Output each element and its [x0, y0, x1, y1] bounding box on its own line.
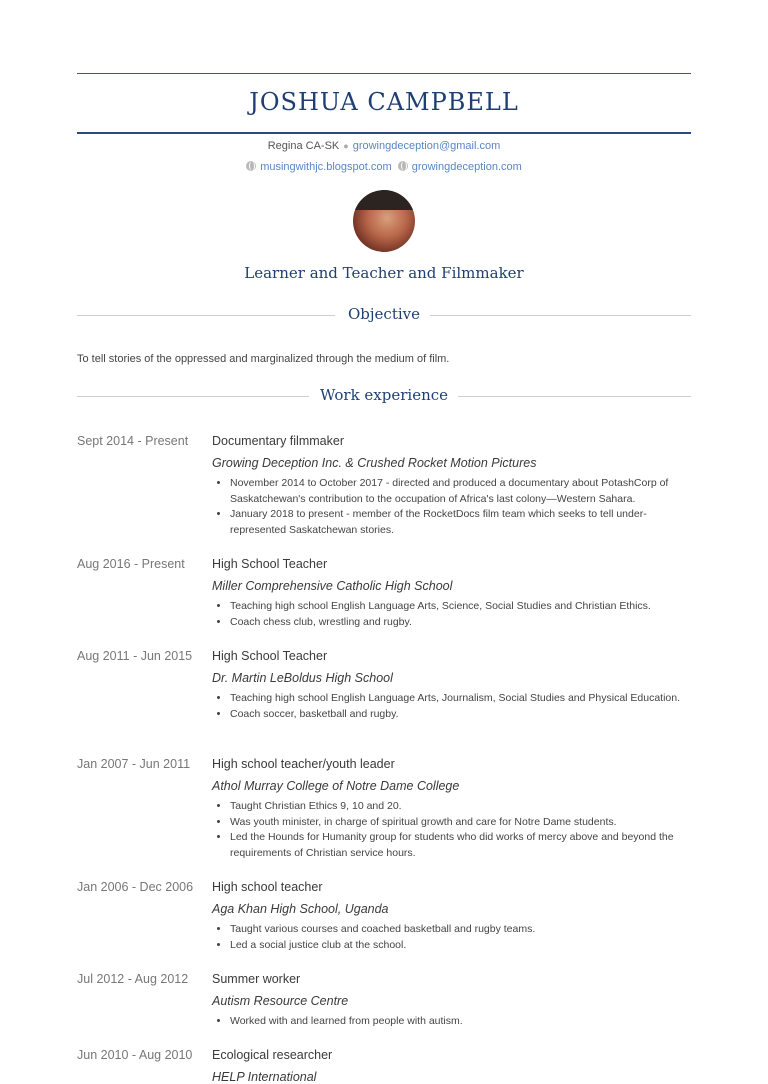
job-bullet: • Teaching high school English Language Arts, Journalism, Social Studies and Physical Education. — [230, 691, 700, 707]
job-bullet: • Coach chess club, wrestling and rugby. — [230, 615, 700, 631]
avatar — [353, 190, 415, 252]
job-bullet: • January 2018 to present - member of the RocketDocs film team which seeks to tell under-represented Saskatchewan stories. — [230, 507, 700, 538]
job-company: Aga Khan High School, Uganda — [212, 902, 389, 916]
contact-line-1 — [77, 140, 691, 152]
website-link-1[interactable]: musingwithjc.blogspot.com — [260, 161, 392, 173]
job-bullet: • Coach soccer, basketball and rugby. — [230, 707, 700, 723]
job-date: Jan 2007 - Jun 2011 — [77, 757, 191, 771]
job-bullet: • November 2014 to October 2017 - directed and produced a documentary about PotashCorp of Saskatchewan's contribution to the occupation of Africa's last colony—Western Sahara. — [230, 476, 700, 507]
job-bullet: • Was youth minister, in charge of spiritual growth and care for Notre Dame students. — [230, 815, 700, 831]
job-date: Aug 2011 - Jun 2015 — [77, 649, 193, 663]
job-bullets — [212, 476, 700, 538]
job-company: Miller Comprehensive Catholic High School — [212, 579, 453, 593]
location-text: Regina CA-SK — [267, 140, 340, 152]
job-title: High school teacher — [212, 880, 323, 894]
job-company: Autism Resource Centre — [212, 994, 349, 1008]
work-title: Work experience — [319, 386, 449, 404]
headline: Learner and Teacher and Filmmaker — [244, 264, 524, 282]
job-company: Dr. Martin LeBoldus High School — [212, 671, 393, 685]
job-company: Athol Murray College of Notre Dame College — [212, 779, 460, 793]
job-bullet: • Taught Christian Ethics 9, 10 and 20. — [230, 799, 700, 815]
job-title: Documentary filmmaker — [212, 434, 344, 448]
job-bullet: • Led the Hounds for Humanity group for students who did works of mercy above and beyond the requirements of Christian service hours. — [230, 830, 700, 861]
job-company: HELP International — [212, 1070, 317, 1084]
job-bullet: • Teaching high school English Language Arts, Science, Social Studies and Christian Ethics. — [230, 599, 700, 615]
job-date: Aug 2016 - Present — [77, 557, 185, 571]
job-bullets — [212, 1014, 700, 1030]
email-link[interactable]: growingdeception@gmail.com — [352, 140, 501, 152]
job-title: Summer worker — [212, 972, 301, 986]
job-date: Jan 2006 - Dec 2006 — [77, 880, 194, 894]
job-bullet: • Taught various courses and coached basketball and rugby teams. — [230, 922, 700, 938]
job-title: High School Teacher — [212, 649, 328, 663]
candidate-name: JOSHUA CAMPBELL — [249, 88, 519, 116]
objective-title: Objective — [347, 305, 420, 323]
job-bullet: • Worked with and learned from people with autism. — [230, 1014, 700, 1030]
job-title: Ecological researcher — [212, 1048, 333, 1062]
globe-icon — [398, 161, 408, 171]
top-rule — [77, 73, 691, 74]
job-company: Growing Deception Inc. & Crushed Rocket Motion Pictures — [212, 456, 537, 470]
contact-line-2 — [77, 161, 691, 173]
job-date: Jun 2010 - Aug 2010 — [77, 1048, 193, 1062]
job-date: Sept 2014 - Present — [77, 434, 189, 448]
job-bullet: • Led a social justice club at the school. — [230, 938, 700, 954]
job-bullets — [212, 599, 700, 630]
job-date: Jul 2012 - Aug 2012 — [77, 972, 189, 986]
website-link-2[interactable]: growingdeception.com — [411, 161, 522, 173]
objective-section-header — [77, 305, 691, 325]
name-rule — [77, 132, 691, 134]
globe-icon — [246, 161, 256, 171]
job-bullets — [212, 799, 700, 861]
work-section-header — [77, 386, 691, 406]
job-bullets — [212, 691, 700, 722]
job-title: High school teacher/youth leader — [212, 757, 395, 771]
job-bullets — [212, 922, 700, 953]
job-title: High School Teacher — [212, 557, 328, 571]
objective-text: To tell stories of the oppressed and marginalized through the medium of film. — [77, 353, 450, 365]
separator-dot-icon: ● — [343, 141, 349, 151]
